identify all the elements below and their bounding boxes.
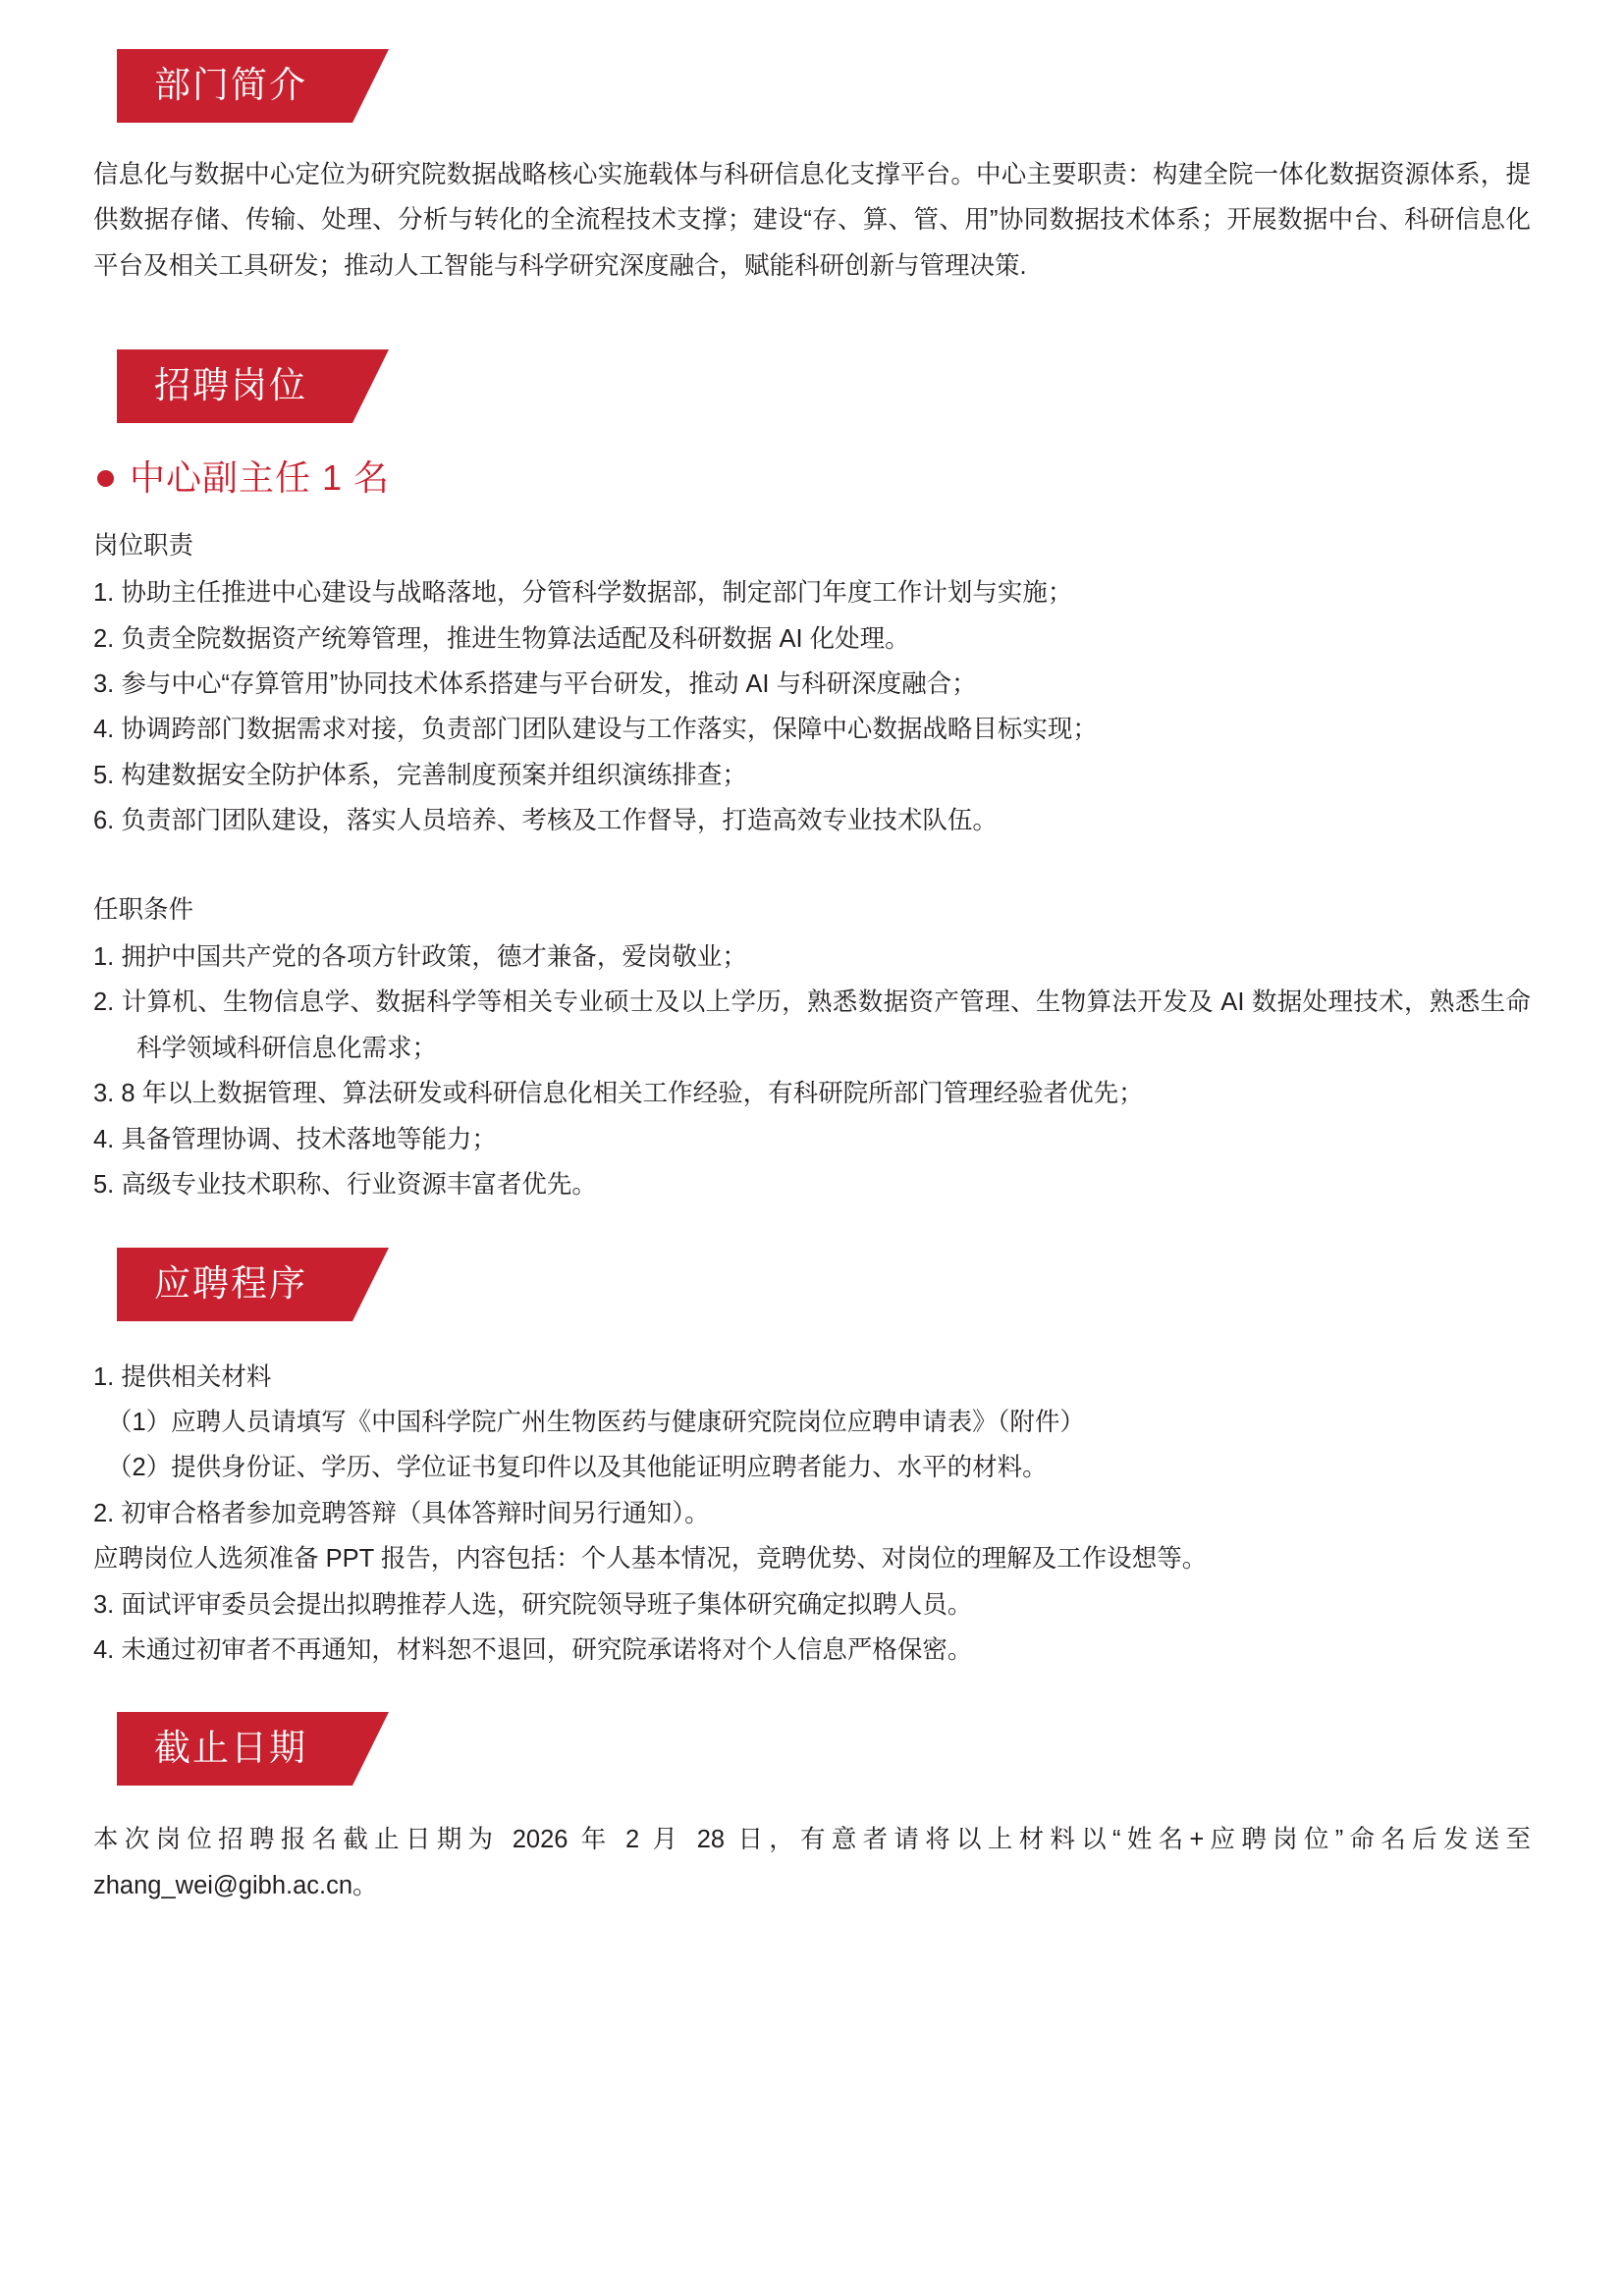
list-item: 6. 负责部门团队建设，落实人员培养、考核及工作督导，打造高效专业技术队伍。 [93,807,998,835]
list-item: 应聘岗位人选须准备 PPT 报告，内容包括：个人基本情况，竞聘优势、对岗位的理解及工作设想等。 [93,1545,1208,1574]
list-item: 3. 参与中心“存算管用”协同技术体系搭建与平台研发，推动 AI 与科研深度融合； [93,670,977,699]
section-heading-deadline [93,1712,1531,1786]
bullet-icon [97,470,114,487]
procedure-list [93,1355,1531,1674]
intro-paragraph: 信息化与数据中心定位为研究院数据战略核心实施载体与科研信息化支撑平台。中心主要职责：构建全院一体化数据资源体系，提供数据存储、传输、处理、分析与转化的全流程技术支撑；建设“存、算、管、用”协同数据技术体系；开展数据中台、科研信息化平台及相关工具研发；推动人工智能与科学研究深度融合，赋能科研创新与管理决策. [93,161,1531,280]
spacer [93,289,1531,349]
ribbon-label-positions: 招聘岗位 [117,349,352,423]
section-heading-positions [93,349,1531,423]
list-item: （1）应聘人员请填写《中国科学院广州生物医药与健康研究院岗位应聘申请表》（附件） [107,1408,1085,1436]
job-title [93,458,1531,498]
duties-list [93,570,1531,843]
list-item: 3. 8 年以上数据管理、算法研发或科研信息化相关工作经验，有科研院所部门管理经验者优先； [93,1080,1144,1108]
duties-label: 岗位职责 [93,531,194,560]
list-item: 1. 协助主任推进中心建设与战略落地，分管科学数据部，制定部门年度工作计划与实施； [93,579,1073,608]
list-item: 4. 未通过初审者不再通知，材料恕不退回，研究院承诺将对个人信息严格保密。 [93,1635,973,1664]
list-item: 5. 构建数据安全防护体系，完善制度预案并组织演练排查； [93,761,747,789]
job-title-text: 中心副主任 1 名 [130,457,391,499]
list-item: 2. 初审合格者参加竞聘答辩（具体答辩时间另行通知）。 [93,1499,710,1527]
spacer [93,1673,1531,1712]
section-heading-intro [93,49,1531,123]
deadline-paragraph: 本次岗位招聘报名截止日期为 2026 年 2 月 28 日，有意者请将以上材料以“姓名+应聘岗位”命名后发送至 zhang_wei@gibh.ac.cn。 [93,1826,1531,1899]
list-item: 1. 拥护中国共产党的各项方针政策，德才兼备，爱岗敬业； [93,943,747,972]
spacer [93,1208,1531,1248]
ribbon-label-intro: 部门简介 [117,49,352,123]
spacer [93,844,1531,887]
list-item: （2）提供身份证、学历、学位证书复印件以及其他能证明应聘者能力、水平的材料。 [107,1454,1048,1482]
section-heading-procedure [93,1248,1531,1321]
list-item: 2. 负责全院数据资产统筹管理，推进生物算法适配及科研数据 AI 化处理。 [93,624,910,653]
list-item: 4. 协调跨部门数据需求对接，负责部门团队建设与工作落实，保障中心数据战略目标实现； [93,716,1098,744]
list-item: 5. 高级专业技术职称、行业资源丰富者优先。 [93,1171,597,1200]
ribbon-label-deadline: 截止日期 [117,1712,352,1786]
list-item: 2. 计算机、生物信息学、数据科学等相关专业硕士及以上学历，熟悉数据资产管理、生物算法开发及 AI 数据处理技术，熟悉生命科学领域科研信息化需求； [93,988,1531,1062]
list-item: 4. 具备管理协调、技术落地等能力； [93,1125,497,1153]
list-item: 1. 提供相关材料 [93,1362,272,1391]
requirements-label: 任职条件 [93,895,194,924]
ribbon-label-procedure: 应聘程序 [117,1248,352,1321]
list-item: 3. 面试评审委员会提出拟聘推荐人选，研究院领导班子集体研究确定拟聘人员。 [93,1590,973,1619]
requirements-list [93,934,1531,1207]
